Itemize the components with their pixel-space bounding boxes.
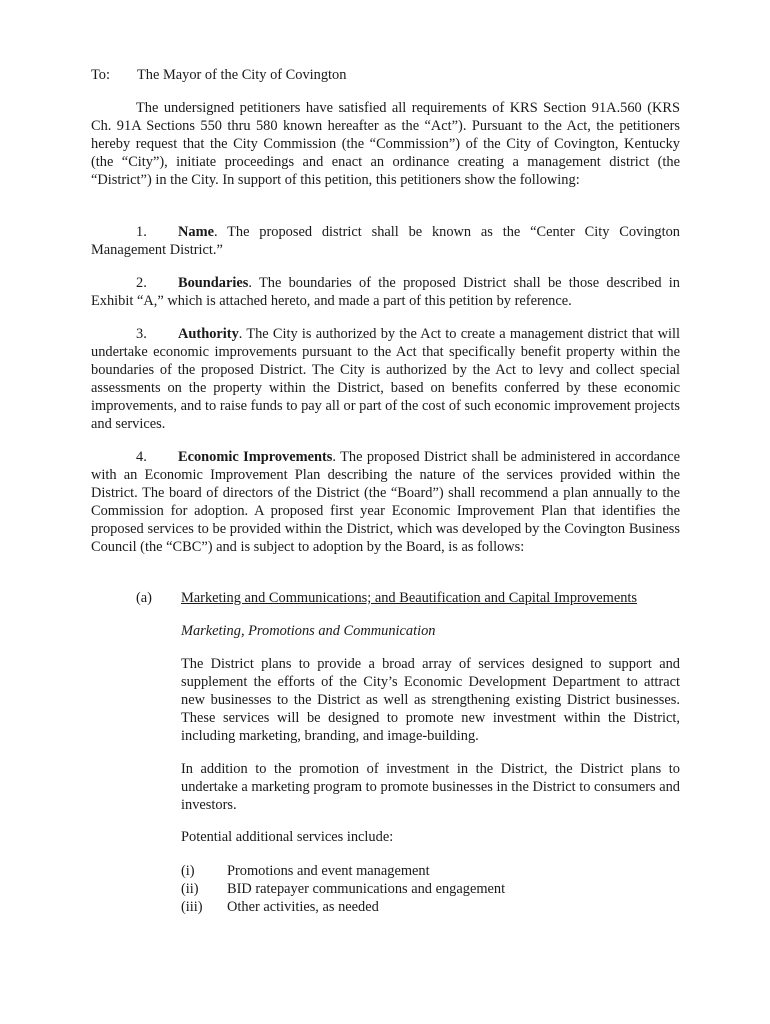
- section-number: 1.: [136, 224, 147, 240]
- to-label: To:: [91, 67, 110, 83]
- list-item-text: Other activities, as needed: [227, 899, 379, 915]
- list-item-text: Promotions and event management: [227, 863, 430, 879]
- section-text: . The proposed district shall be known as the “Center City Covington Management District.”: [91, 224, 680, 258]
- section-number: 3.: [136, 326, 147, 342]
- list-item-number: (iii): [181, 899, 203, 915]
- list-item-number: (ii): [181, 881, 199, 897]
- list-intro: Potential additional services include:: [181, 829, 394, 845]
- list-item-text: BID ratepayer communications and engagement: [227, 881, 506, 897]
- section-heading: Economic Improvements: [178, 449, 333, 465]
- section-number: 2.: [136, 275, 147, 291]
- section-authority: [91, 325, 680, 433]
- section-economic-improvements: [91, 448, 680, 556]
- list-item: [181, 880, 505, 898]
- recipient: The Mayor of the City of Covington: [137, 67, 347, 83]
- list-item: [181, 898, 379, 916]
- intro-paragraph: The undersigned petitioners have satisfied all requirements of KRS Section 91A.560 (KRS Ch. 91A Sections 550 thru 580 known hereafter as the “Act”). Pursuant to the Act, the petitioners hereby request that the City Commission (the “Commission”) of the City of Covington, Kentucky (the “City”), initiate proceedings and enact an ordinance creating a management district (the “District”) in the City. In support of this petition, this petitioners show the following:: [91, 100, 680, 188]
- section-name: [91, 223, 680, 259]
- section-text: . The City is authorized by the Act to create a management district that will undertake economic improvements pursuant to the Act that specifically benefit property within the boundaries of the proposed District. The City is authorized by the Act to levy and collect special assessments on the property within the District, based on benefits conferred by these economic improvements, and to raise funds to pay all or part of the cost of such economic improvement projects and services.: [91, 326, 680, 432]
- section-heading: Authority: [178, 326, 239, 342]
- subsection-paragraph-2: In addition to the promotion of investment in the District, the District plans to undertake a marketing program to promote businesses in the District to consumers and investors.: [181, 761, 680, 813]
- section-text: . The proposed District shall be administered in accordance with an Economic Improvement Plan describing the nature of the services provided within the District. The board of directors of the District (the “Board”) shall recommend a plan annually to the Commission for adoption. A proposed first year Economic Improvement Plan that identifies the proposed services to be provided within the District, which was developed by the Covington Business Council (the “CBC”) and is subject to adoption by the Board, is as follows:: [91, 449, 680, 555]
- subsection-paragraph-1: The District plans to provide a broad array of services designed to support and supplement the efforts of the City’s Economic Development Department to attract new businesses to the District as well as strengthening existing District businesses. These services will be designed to promote new investment within the District, including marketing, branding, and image-building.: [181, 656, 680, 744]
- section-heading: Boundaries: [178, 275, 249, 291]
- list-item: [181, 862, 430, 880]
- list-item-number: (i): [181, 863, 195, 879]
- subsection-letter: (a): [136, 590, 152, 606]
- section-text: . The boundaries of the proposed District shall be those described in Exhibit “A,” which is attached hereto, and made a part of this petition by reference.: [91, 275, 680, 309]
- section-boundaries: [91, 274, 680, 310]
- subsection-subtitle: Marketing, Promotions and Communication: [181, 623, 436, 639]
- section-heading: Name: [178, 224, 214, 240]
- salutation-line: [91, 66, 680, 84]
- section-number: 4.: [136, 449, 147, 465]
- subsection-title: Marketing and Communications; and Beautification and Capital Improvements: [181, 590, 637, 606]
